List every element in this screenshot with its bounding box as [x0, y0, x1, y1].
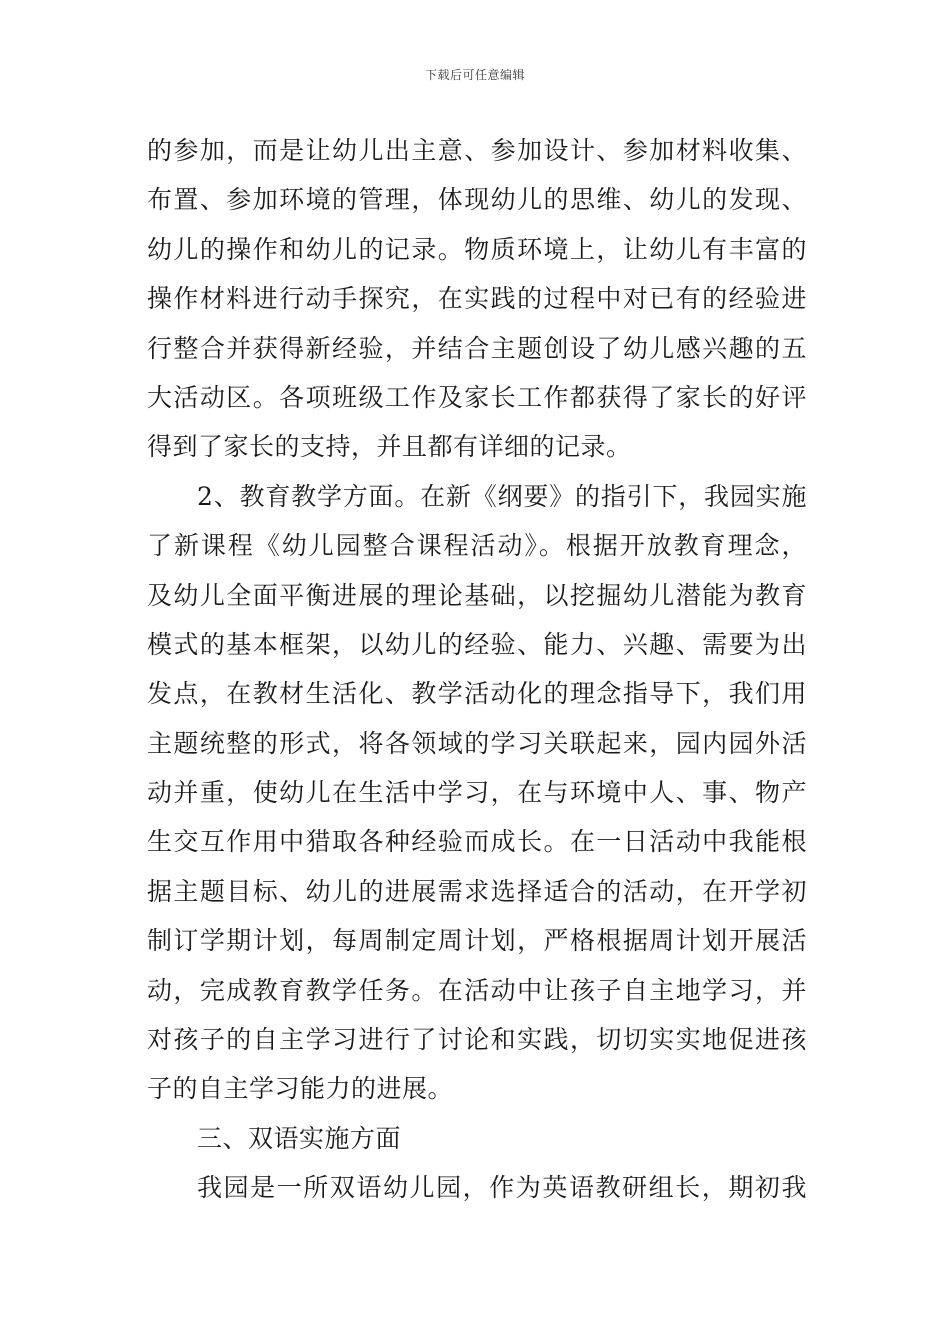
paragraph [147, 1163, 807, 1212]
paragraph [147, 472, 807, 1114]
text-line: 制订学期计划，每周制定周计划，严格根据周计划开展活 [147, 926, 807, 956]
text-line: 动，完成教育教学任务。在活动中让孩子自主地学习，并 [147, 975, 807, 1005]
body-text [147, 126, 807, 1213]
text-line: 动并重，使幼儿在生活中学习，在与环境中人、事、物产 [147, 778, 807, 808]
text-line: 三、双语实施方面 [197, 1123, 402, 1153]
text-line: 子的自主学习能力的进展。 [147, 1074, 454, 1104]
text-line: 布置、参加环境的管理，体现幼儿的思维、幼儿的发现、 [147, 185, 807, 215]
text-line: 发点，在教材生活化、教学活动化的理念指导下，我们用 [147, 679, 807, 709]
page-header: 下载后可任意编辑 [424, 68, 525, 82]
text-line: 主题统整的形式，将各领域的学习关联起来，园内园外活 [147, 728, 807, 758]
text-line: 2、教育教学方面。在新《纲要》的指引下，我园实施 [197, 481, 807, 511]
text-line: 行整合并获得新经验，并结合主题创设了幼儿感兴趣的五 [147, 333, 807, 363]
text-line: 的参加，而是让幼儿出主意、参加设计、参加材料收集、 [147, 136, 807, 165]
text-line: 得到了家长的支持，并且都有详细的记录。 [147, 432, 632, 462]
text-line: 了新课程《幼儿园整合课程活动》。根据开放教育理念， [147, 531, 807, 561]
section-heading [147, 1114, 807, 1163]
text-line: 据主题目标、幼儿的进展需求选择适合的活动，在开学初 [147, 876, 807, 906]
text-line: 我园是一所双语幼儿园，作为英语教研组长，期初我 [197, 1173, 807, 1203]
text-line: 大活动区。各项班级工作及家长工作都获得了家长的好评 [147, 382, 807, 412]
text-line: 操作材料进行动手探究，在实践的过程中对已有的经验进 [147, 284, 807, 314]
text-line: 生交互作用中猎取各种经验而成长。在一日活动中我能根 [147, 827, 807, 857]
text-line: 模式的基本框架，以幼儿的经验、能力、兴趣、需要为出 [147, 629, 807, 659]
paragraph [147, 126, 807, 472]
text-line: 及幼儿全面平衡进展的理论基础，以挖掘幼儿潜能为教育 [147, 580, 807, 610]
text-line: 幼儿的操作和幼儿的记录。物质环境上，让幼儿有丰富的 [147, 234, 807, 264]
text-line: 对孩子的自主学习进行了讨论和实践，切切实实地促进孩 [147, 1025, 807, 1055]
